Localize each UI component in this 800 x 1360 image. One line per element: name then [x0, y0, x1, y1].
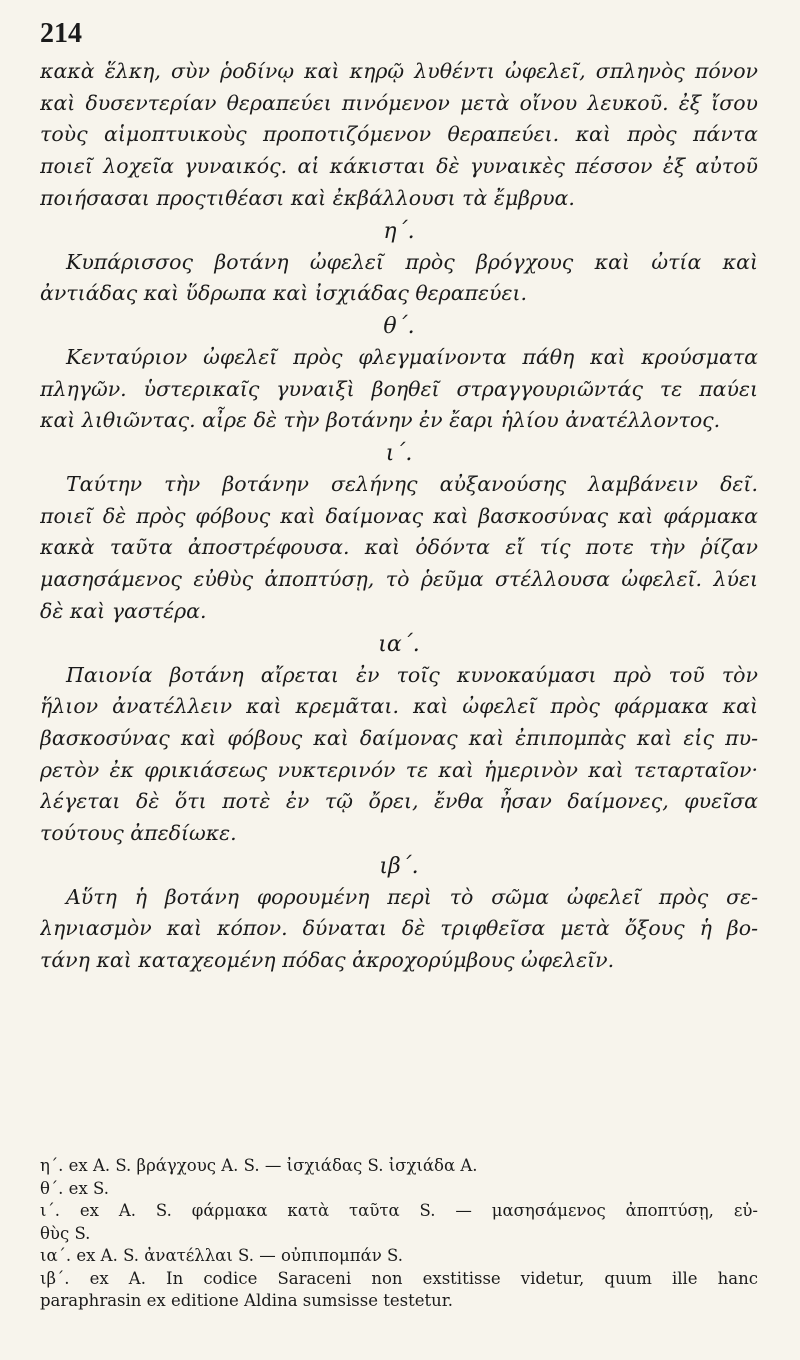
text-line: κακὰ ταῦτα ἀποστρέφουσα. καὶ ὀδόντα εἴ τίς ποτε τὴν ῥίζαν — [40, 535, 758, 560]
text-line: ρετὸν ἐκ φρικιάσεως νυκτερινόν τε καὶ ἡμερινὸν καὶ τεταρταῖον· — [40, 757, 758, 782]
text-line: μασησάμενος εὐθὺς ἀποπτύσῃ, τὸ ῥεῦμα στέλλουσα ὠφελεῖ. λύει — [40, 567, 758, 592]
section-number: ιβ΄. — [379, 853, 419, 879]
text-line: καὶ δυσεντερίαν θεραπεύει πινόμενον μετὰ οἴνου λευκοῦ. ἐξ ἴσου — [40, 90, 758, 115]
text-line: λέγεται δὲ ὅτι ποτὲ ἐν τῷ ὄρει, ἔνθα ἦσαν δαίμονες, φυεῖσα — [40, 789, 758, 814]
main-text — [40, 56, 758, 977]
text-line: τοὺς αἱμοπτυικοὺς προποτιζόμενον θεραπεύει. καὶ πρὸς πάντα — [40, 122, 758, 147]
text-line: Ταύτην τὴν βοτάνην σελήνης αὐξανούσης λαμβάνειν δεῖ. — [66, 472, 758, 497]
footnote-line: ι΄. ex A. S. φάρμακα κατὰ ταῦτα S. — μασησάμενος ἀποπτύσῃ, εὐ- — [40, 1201, 758, 1220]
text-line: ἀντιάδας καὶ ὕδρωπα καὶ ἰσχιάδας θεραπεύει. — [40, 281, 528, 306]
footnote-line: θὺς S. — [40, 1223, 91, 1243]
text-line: Αὕτη ἡ βοτάνη φορουμένη περὶ τὸ σῶμα ὠφελεῖ πρὸς σε- — [66, 884, 758, 909]
footnote-line: ιβ΄. ex A. In codice Saraceni non exstitisse videtur, quum ille hanc — [40, 1268, 758, 1288]
section-number: η΄. — [383, 218, 415, 244]
footnote-line: ια΄. ex A. S. ἀνατέλλαι S. — οὐπιπομπάν S. — [40, 1246, 403, 1265]
text-line: ποιεῖ λοχεῖα γυναικός. αἱ κάκισται δὲ γυναικὲς πέσσον ἐξ αὐτοῦ — [40, 154, 758, 179]
footnote-line: η΄. ex A. S. βράγχους A. S. — ἰσχιάδας S. ἰσχιάδα A. — [40, 1156, 478, 1175]
text-line: ποιήσασαι προςτιθέασι καὶ ἐκβάλλουσι τὰ ἔμβρυα. — [40, 185, 575, 210]
text-line: πληγῶν. ὑστερικαῖς γυναιξὶ βοηθεῖ στραγγουριῶντάς τε παύει — [40, 376, 758, 401]
text-line: ληνιασμὸν καὶ κόπον. δύναται δὲ τριφθεῖσα μετὰ ὄξους ἡ βο- — [40, 916, 758, 941]
page-number: 214 — [40, 18, 82, 49]
text-line: τάνη καὶ καταχεομένη πόδας ἀκροχορύμβους ὠφελεῖν. — [40, 948, 615, 973]
footnotes — [40, 1155, 758, 1313]
text-line: Παιονία βοτάνη αἴρεται ἐν τοῖς κυνοκαύμασι πρὸ τοῦ τὸν — [66, 662, 758, 687]
text-line: βασκοσύνας καὶ φόβους καὶ δαίμονας καὶ ἐπιπομπὰς καὶ εἰς πυ- — [40, 725, 758, 750]
text-line: κακὰ ἕλκη, σὺν ῥοδίνῳ καὶ κηρῷ λυθέντι ὠφελεῖ, σπληνὸς πόνον — [40, 59, 758, 83]
text-line: ἥλιον ἀνατέλλειν καὶ κρεμᾶται. καὶ ὠφελεῖ πρὸς φάρμακα καὶ — [40, 694, 758, 719]
text-line: δὲ καὶ γαστέρα. — [40, 598, 207, 623]
section-number: ια΄. — [378, 631, 420, 657]
text-line: τούτους ἀπεδίωκε. — [40, 821, 237, 846]
section-number: θ΄. — [383, 313, 415, 339]
footnote-line: paraphrasin ex editione Aldina sumsisse testetur. — [40, 1291, 454, 1310]
section-number: ι΄. — [385, 441, 413, 467]
text-line: καὶ λιθιῶντας. αἶρε δὲ τὴν βοτάνην ἐν ἔαρι ἡλίου ἀνατέλλοντος. — [40, 408, 721, 433]
text-line: Κενταύριον ὠφελεῖ πρὸς φλεγμαίνοντα πάθη καὶ κρούσματα — [66, 344, 758, 369]
text-line: ποιεῖ δὲ πρὸς φόβους καὶ δαίμονας καὶ βασκοσύνας καὶ φάρμακα — [40, 503, 758, 528]
text-line: Κυπάρισσος βοτάνη ὠφελεῖ πρὸς βρόγχους καὶ ὠτία καὶ — [66, 249, 758, 274]
footnote-line: θ΄. ex S. — [40, 1178, 109, 1198]
